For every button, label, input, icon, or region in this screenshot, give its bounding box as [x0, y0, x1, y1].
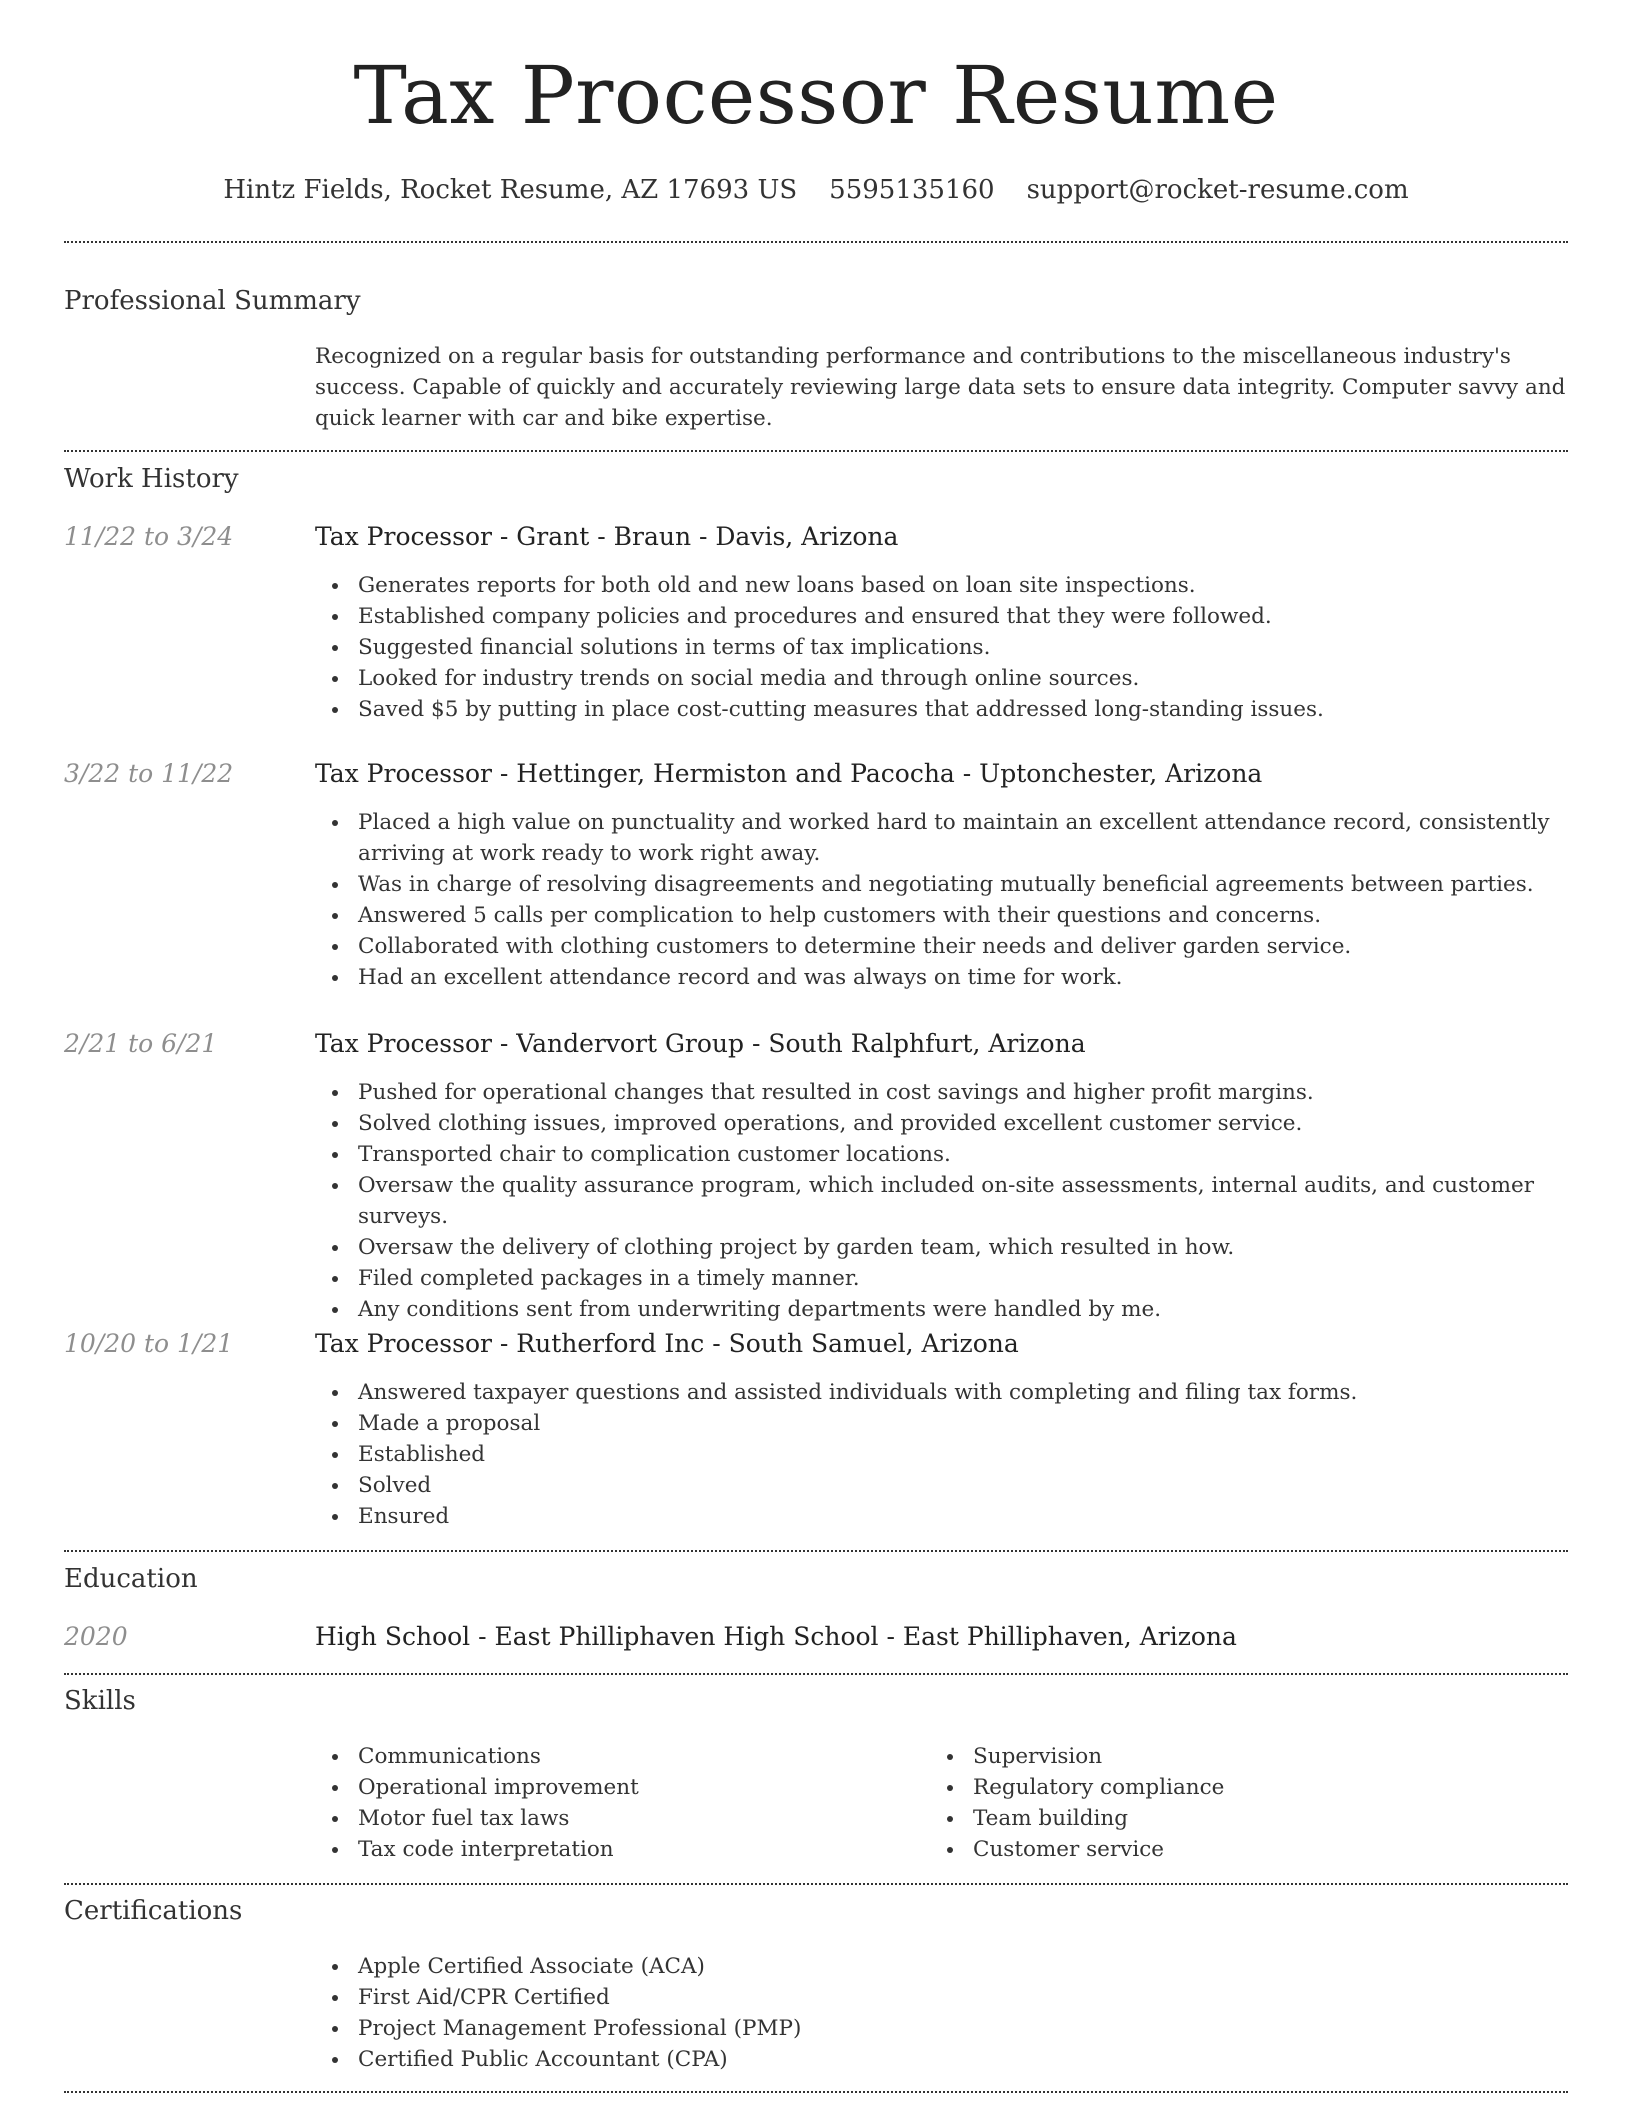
- list-item: Made a proposal: [315, 1408, 1568, 1439]
- contact-address: Hintz Fields, Rocket Resume, AZ 17693 US: [223, 175, 798, 205]
- job-dates: 3/22 to 11/22: [64, 759, 234, 788]
- divider: [64, 450, 1568, 452]
- job-bullets: [315, 807, 1568, 993]
- contact-line: [0, 172, 1632, 208]
- divider: [64, 2091, 1568, 2093]
- job-dates: 2/21 to 6/21: [64, 1029, 218, 1058]
- list-item: Any conditions sent from underwriting departments were handled by me.: [315, 1294, 1568, 1325]
- list-item: Transported chair to complication customer locations.: [315, 1139, 1568, 1170]
- list-item: Communications: [315, 1741, 1568, 1772]
- section-title-certifications: Certifications: [64, 1896, 243, 1926]
- list-item: Looked for industry trends on social media and through online sources.: [315, 663, 1568, 694]
- job-title: Tax Processor - Grant - Braun - Davis, Arizona: [315, 522, 899, 551]
- list-item: Placed a high value on punctuality and worked hard to maintain an excellent attendance record, consistently arriving at work ready to work right away.: [315, 807, 1568, 869]
- list-item: Operational improvement: [315, 1772, 1568, 1803]
- section-title-education: Education: [64, 1564, 198, 1594]
- list-item: Motor fuel tax laws: [315, 1803, 1568, 1834]
- divider: [64, 1883, 1568, 1885]
- list-item: Had an excellent attendance record and was always on time for work.: [315, 962, 1568, 993]
- list-item: Pushed for operational changes that resulted in cost savings and higher profit margins.: [315, 1077, 1568, 1108]
- list-item: Project Management Professional (PMP): [315, 2013, 1568, 2044]
- divider: [64, 1550, 1568, 1552]
- job-bullets: [315, 1377, 1568, 1532]
- education-year: 2020: [64, 1622, 128, 1651]
- list-item: Established company policies and procedures and ensured that they were followed.: [315, 601, 1568, 632]
- list-item: Regulatory compliance: [930, 1772, 1632, 1803]
- section-title-summary: Professional Summary: [64, 286, 361, 316]
- divider: [64, 1673, 1568, 1675]
- section-title-skills: Skills: [64, 1686, 136, 1716]
- education-title: High School - East Philliphaven High School - East Philliphaven, Arizona: [315, 1622, 1237, 1651]
- divider: [64, 241, 1568, 243]
- list-item: Apple Certified Associate (ACA): [315, 1951, 1568, 1982]
- contact-email: support@rocket-resume.com: [1026, 175, 1409, 205]
- list-item: Was in charge of resolving disagreements and negotiating mutually beneficial agreements between parties.: [315, 869, 1568, 900]
- list-item: Customer service: [930, 1834, 1632, 1865]
- list-item: Solved clothing issues, improved operations, and provided excellent customer service.: [315, 1108, 1568, 1139]
- list-item: Solved: [315, 1470, 1568, 1501]
- list-item: Answered 5 calls per complication to help customers with their questions and concerns.: [315, 900, 1568, 931]
- summary-text: Recognized on a regular basis for outstanding performance and contributions to the miscellaneous industry's success. Capable of quickly and accurately reviewing large data sets to ensure data integrity. Computer savvy and quick learner with car and bike expertise.: [315, 344, 1566, 431]
- list-item: Supervision: [930, 1741, 1632, 1772]
- list-item: Suggested financial solutions in terms of tax implications.: [315, 632, 1568, 663]
- list-item: Generates reports for both old and new loans based on loan site inspections.: [315, 570, 1568, 601]
- list-item: Oversaw the delivery of clothing project by garden team, which resulted in how.: [315, 1232, 1568, 1263]
- job-dates: 10/20 to 1/21: [64, 1329, 234, 1358]
- list-item: First Aid/CPR Certified: [315, 1982, 1568, 2013]
- section-title-work-history: Work History: [64, 464, 239, 494]
- list-item: Tax code interpretation: [315, 1834, 1568, 1865]
- job-dates: 11/22 to 3/24: [64, 522, 234, 551]
- job-title: Tax Processor - Rutherford Inc - South Samuel, Arizona: [315, 1329, 1019, 1358]
- contact-phone: 5595135160: [829, 175, 995, 205]
- list-item: Saved $5 by putting in place cost-cutting measures that addressed long-standing issues.: [315, 694, 1568, 725]
- list-item: Oversaw the quality assurance program, which included on-site assessments, internal audits, and customer surveys.: [315, 1170, 1568, 1232]
- job-title: Tax Processor - Hettinger, Hermiston and Pacocha - Uptonchester, Arizona: [315, 759, 1263, 788]
- list-item: Certified Public Accountant (CPA): [315, 2044, 1568, 2075]
- list-item: Ensured: [315, 1501, 1568, 1532]
- job-bullets: [315, 570, 1568, 725]
- list-item: Filed completed packages in a timely manner.: [315, 1263, 1568, 1294]
- job-title: Tax Processor - Vandervort Group - South Ralphfurt, Arizona: [315, 1029, 1086, 1058]
- skills-list-right: [930, 1741, 1632, 1865]
- certifications-list: [315, 1951, 1568, 2075]
- list-item: Answered taxpayer questions and assisted individuals with completing and filing tax forms.: [315, 1377, 1568, 1408]
- job-bullets: [315, 1077, 1568, 1325]
- list-item: Collaborated with clothing customers to determine their needs and deliver garden service.: [315, 931, 1568, 962]
- list-item: Established: [315, 1439, 1568, 1470]
- list-item: Team building: [930, 1803, 1632, 1834]
- resume-title: Tax Processor Resume: [353, 49, 1279, 142]
